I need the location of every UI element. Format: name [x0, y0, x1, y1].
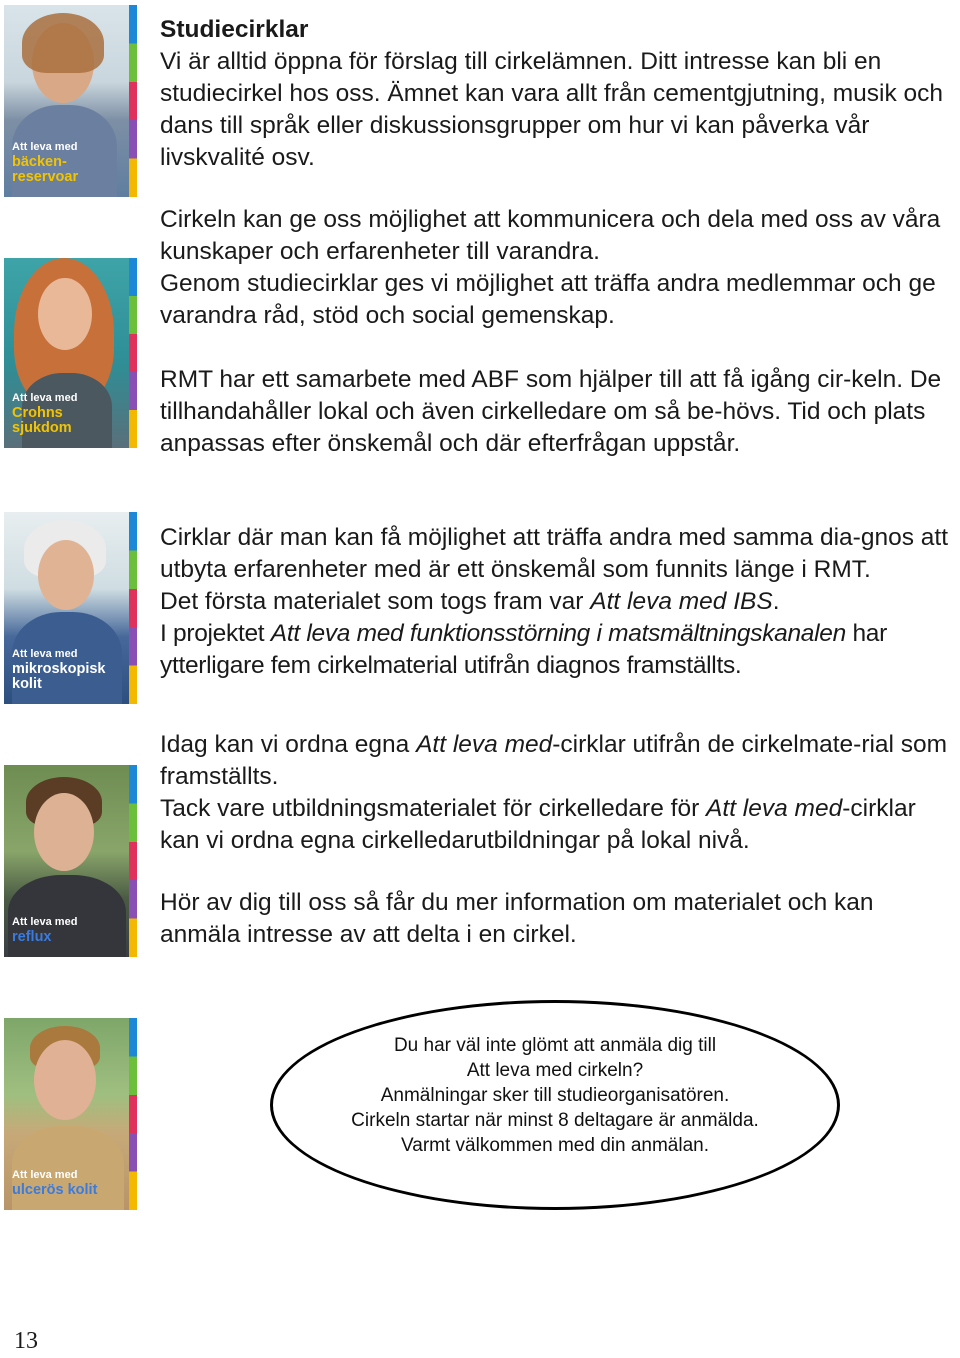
paragraph-contact-us: Hör av dig till oss så får du mer information om materialet och kan anmäla intresse av att delta i en cirkel.	[160, 889, 874, 948]
paragraph-open-for-suggestions: Vi är alltid öppna för förslag till cirkelämnen. Ditt intresse kan bli en studiecirkel hos oss. Ämnet kan vara allt från cementgjutning, musik och dans till språk eller diskussionsgrupper om hur vi kan påverka vår livskvalité osv.	[160, 48, 944, 171]
cover-title: Crohns	[12, 404, 63, 421]
callout-line: Varmt välkommen med din anmälan.	[401, 1135, 709, 1156]
cover-mikroskopisk-kolit	[4, 512, 137, 704]
paragraph-abf-cooperation: RMT har ett samarbete med ABF som hjälper till att få igång cir-keln. De tillhandahåller lokal och även cirkelledare om så be-hövs. Tid och plats anpassas efter önskemål och där efterfrågan uppstår.	[160, 366, 942, 457]
cover-crohns	[4, 258, 137, 448]
cover-title: ulcerös kolit	[12, 1181, 98, 1198]
callout-line: Att leva med cirkeln?	[466, 1060, 644, 1081]
text-block-contact	[160, 887, 955, 951]
cover-title: reflux	[12, 928, 52, 945]
paragraph-communicate: Cirkeln kan ge oss möjlighet att kommunicera och dela med oss av våra kunskaper och erfarenheter till varandra.	[160, 206, 941, 265]
callout-line: Cirkeln startar när minst 8 deltagare är anmälda.	[351, 1110, 759, 1131]
cover-ulceros-kolit	[4, 1018, 137, 1210]
callout-line: Anmälningar sker till studieorganisatören.	[380, 1085, 730, 1106]
text-block-intro	[160, 14, 955, 174]
paragraph-leader-training: Tack vare utbildningsmaterialet för cirkelledare för Att leva med-cirklar kan vi ordna egna cirkelledarutbildningar på lokal nivå.	[160, 795, 916, 854]
text-block-materials	[160, 522, 955, 682]
cover-series-label: Att leva med	[12, 648, 78, 661]
paragraph-project: I projektet Att leva med funktionsstörning i matsmältningskanalen har ytterligare fem cirkelmaterial utifrån diagnos framställts.	[160, 620, 887, 679]
cover-title: mikroskopisk	[12, 660, 106, 677]
text-block-benefits	[160, 204, 955, 332]
callout-line: Du har väl inte glömt att anmäla dig till	[393, 1035, 717, 1056]
cover-backenreservoar	[4, 5, 137, 197]
cover-series-label: Att leva med	[12, 392, 78, 405]
cover-series-label: Att leva med	[12, 1169, 78, 1182]
paragraph-diagnosis-circles: Cirklar där man kan få möjlighet att träffa andra med samma dia-gnos att utbyta erfarenheter med är ett önskemål som funnits länge i RMT.	[160, 524, 948, 583]
cover-title-2: kolit	[12, 675, 42, 692]
callout-text	[270, 1033, 840, 1158]
text-block-own-circles	[160, 729, 955, 857]
page-title: Studiecirklar	[160, 16, 309, 43]
cover-series-label: Att leva med	[12, 141, 78, 154]
paragraph-first-material: Det första materialet som togs fram var Att leva med IBS.	[160, 588, 780, 615]
cover-reflux	[4, 765, 137, 957]
paragraph-own-circles: Idag kan vi ordna egna Att leva med-cirklar utifrån de cirkelmate-rial som framställts.	[160, 731, 948, 790]
cover-title-2: reservoar	[12, 168, 79, 185]
paragraph-meet-members: Genom studiecirklar ges vi möjlighet att träffa andra medlemmar och ge varandra råd, stöd och social gemenskap.	[160, 270, 936, 329]
page-number: 13	[14, 1328, 38, 1354]
cover-title: bäcken-	[12, 153, 67, 170]
cover-title-2: sjukdom	[12, 419, 72, 436]
cover-series-label: Att leva med	[12, 916, 78, 929]
text-block-abf	[160, 364, 955, 460]
